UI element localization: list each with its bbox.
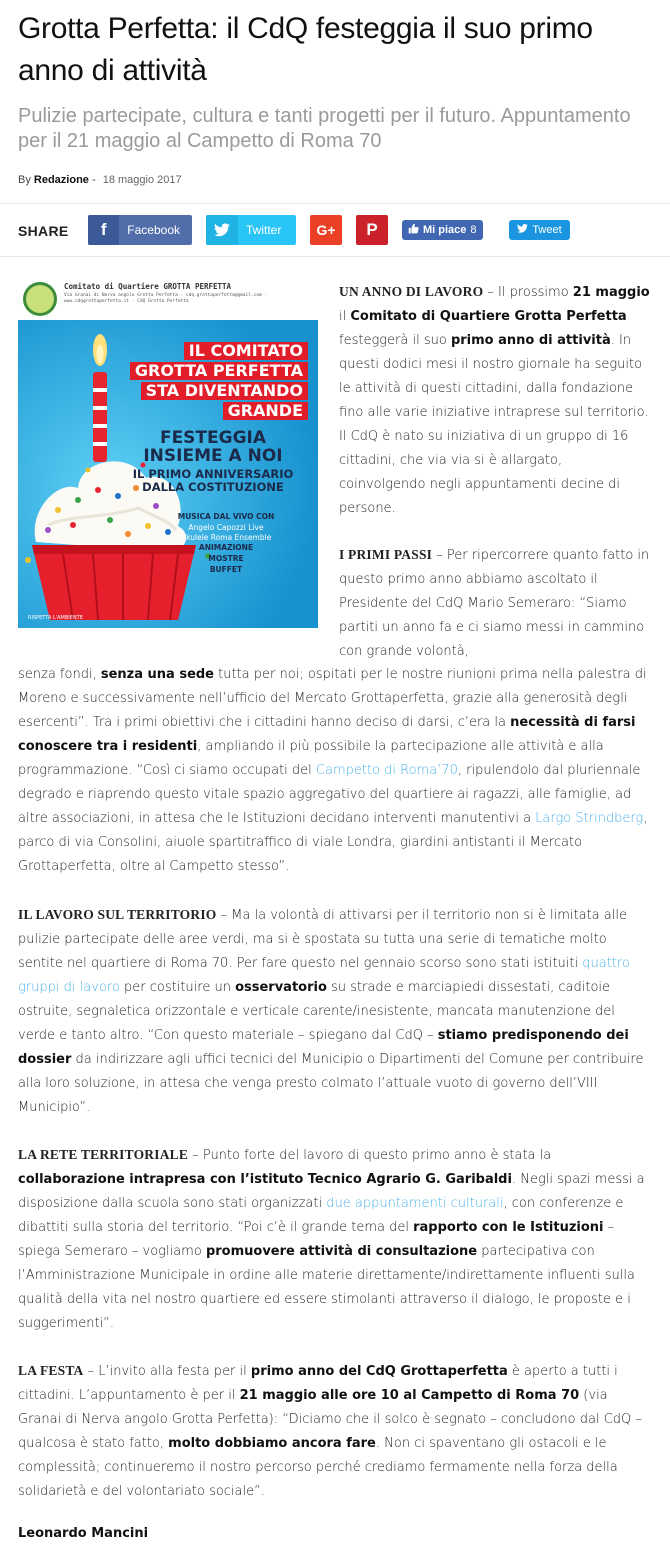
byline-separator: - <box>91 174 96 186</box>
section-heading: IL LAVORO SUL TERRITORIO <box>18 907 217 922</box>
poster-red-line-2: GROTTA PERFETTA <box>130 362 308 380</box>
twitter-label: Twitter <box>246 223 282 237</box>
section-rete-territoriale: LA RETE TERRITORIALE – Punto forte del lavoro di questo primo anno è stata la collaborazione intrapresa con l’istituto Tecnico Agrario G. Garibaldi. Negli spazi messi a disposizione dalla scuola sono stati organizzati due appuntamenti culturali, con conferenze e dibattiti sulla storia del territorio. “Poi c’è il grande tema del rapporto con le Istituzioni – spiega Semeraro – vogliamo promuovere attività di consultazione partecipativa con l’Amministrazione Municipale in ordine alle materie direttamente/indirettamente influenti sulla qualità della vita nel nostro quartiere ed essere stimolanti attraverso il dialogo, le proposte e i suggerimenti”. <box>18 1147 645 1331</box>
publish-date: 18 maggio 2017 <box>102 174 182 186</box>
article-subtitle: Pulizie partecipate, cultura e tanti progetti per il futuro. Appuntamento per il 21 maggio al Campetto di Roma 70 <box>18 105 631 152</box>
poster-navy-line-2: INSIEME A NOI <box>143 446 283 466</box>
facebook-icon: f <box>88 215 119 245</box>
poster-extra-3: BUFFET <box>209 565 243 574</box>
poster-navy-line-1: FESTEGGIA <box>159 428 267 448</box>
poster-address: Via Granai di Nerva angolo Grotta Perfetta · cdq.grottaperfetta@gmail.com · www.cdqgrottaperfetta.it · CdQ Grotta Perfetta <box>64 293 268 304</box>
poster-org-name: Comitato di Quartiere GROTTA PERFETTA <box>64 282 232 291</box>
poster-red-line-3: STA DIVENTANDO <box>141 382 308 400</box>
poster-extra-2: MOSTRE <box>208 554 244 563</box>
facebook-share-button[interactable] <box>88 215 192 245</box>
poster-navy-small-1: IL PRIMO ANNIVERSARIO <box>132 467 294 481</box>
poster-red-line-1: IL COMITATO <box>184 342 308 360</box>
link-campetto-roma70[interactable]: Campetto di Roma’70 <box>315 763 458 778</box>
section-heading: I PRIMI PASSI <box>339 547 433 562</box>
poster-music-title: MUSICA DAL VIVO CON <box>177 512 275 521</box>
event-poster-image[interactable] <box>18 278 318 628</box>
like-label: Mi piace <box>423 224 467 236</box>
link-largo-strindberg[interactable]: Largo Strindberg <box>535 811 644 826</box>
section-heading: LA FESTA <box>18 1363 84 1378</box>
facebook-label: Facebook <box>127 223 180 237</box>
poster-navy-small-2: DALLA COSTITUZIONE <box>142 480 284 494</box>
tweet-label: Tweet <box>532 224 562 236</box>
twitter-share-button[interactable] <box>206 215 296 245</box>
link-gruppi-di-lavoro[interactable]: quattro gruppi di lavoro <box>18 956 630 995</box>
section-primi-passi-top: I PRIMI PASSI – Per ripercorrere quanto fatto in questo primo anno abbiamo ascoltato il Presidente del CdQ Mario Semeraro: “Siamo partiti un anno fa e ci siamo messi in cammino con grande volontà, <box>339 547 650 659</box>
poster-red-line-4: GRANDE <box>223 402 308 420</box>
article-title: Grotta Perfetta: il CdQ festeggia il suo primo anno di attività <box>18 12 593 87</box>
poster-music-line-1: Angelo Capozzi Live <box>188 523 264 532</box>
section-la-festa: LA FESTA – L’invito alla festa per il primo anno del CdQ Grottaperfetta è aperto a tutti i cittadini. L’appuntamento è per il 21 maggio alle ore 10 al Campetto di Roma 70 (via Granai di Nerva angolo Grotta Perfetta): “Diciamo che il solco è segnato – concludono dal CdQ – qualcosa è stato fatto, molto dobbiamo ancora fare. Non ci spaventano gli ostacoli e le complessità; continueremo il nostro percorso perché crediamo fermamente nella forza della solidarietà e del volontariato sociale”. <box>18 1363 642 1499</box>
section-primi-passi: senza fondi, senza una sede tutta per noi; ospitati per le nostre riunioni prima nella palestra di Moreno e successivamente nell’ufficio del Mercato Grottaperfetta, grazie alla generosità degli esercenti”. Tra i primi obiettivi che i cittadini hanno deciso di darsi, c’era la necessità di farsi conoscere tra i residenti, ampliando il più possibile la partecipazione alle attività e alla programmazione. “Così ci siamo occupati del Campetto di Roma’70, ripulendolo dal pluriennale degrado e riaprendo questo vitale spazio aggregativo del quartiere ai ragazzi, alle famiglie, ad altre associazioni, in attesa che le Istituzioni decidano interventi manutentivi a Largo Strindberg, parco di via Consolini, aiuole spartitraffico di viale Londra, giardini antistanti il Mercato Grottaperfetta, oltre al Campetto stesso”. <box>18 667 648 874</box>
twitter-small-icon <box>517 224 528 236</box>
byline-prefix: By <box>18 174 31 186</box>
poster-header <box>18 278 318 320</box>
tweet-button[interactable] <box>509 220 570 240</box>
section-heading: UN ANNO DI LAVORO <box>339 284 484 299</box>
googleplus-share-button[interactable]: G+ <box>310 215 342 245</box>
share-label: SHARE <box>18 223 69 239</box>
poster-music-line-2: Ukulele Roma Ensemble <box>180 533 272 542</box>
poster-footer: RISPETTA L'AMBIENTE <box>28 615 83 621</box>
poster-extra-1: ANIMAZIONE <box>198 543 254 552</box>
author-link[interactable]: Redazione <box>33 174 89 186</box>
link-appuntamenti-culturali[interactable]: due appuntamenti culturali <box>326 1196 504 1211</box>
section-heading: LA RETE TERRITORIALE <box>18 1147 189 1162</box>
article-signature: Leonardo Mancini <box>18 1526 149 1541</box>
thumbs-up-icon <box>408 223 419 237</box>
byline <box>18 174 182 186</box>
like-count: 8 <box>470 224 477 236</box>
section-lavoro-territorio: IL LAVORO SUL TERRITORIO – Ma la volontà di attivarsi per il territorio non si è limitata alle pulizie partecipate delle aree verdi, ma si è spostata su tutta una serie di tematiche molto sentite nel quartiere di Roma 70. Per fare questo nel gennaio scorso sono stati istituiti quattro gruppi di lavoro per costituire un osservatorio su strade e marciapiedi dissestati, caditoie ostruite, segnaletica orizzontale e verticale carente/inesistente, mancata manutenzione del verde e tanto altro. “Con questo materiale – spiegano dal CdQ – stiamo predisponendo dei dossier da indirizzare agli uffici tecnici del Municipio o Dipartimenti del Comune per contribuire alla loro soluzione, in attesa che venga presto colmato l’attuale vuoto di governo dell’VIII Municipio”. <box>18 907 644 1115</box>
pinterest-share-button[interactable]: P <box>356 215 388 245</box>
cdq-logo <box>23 282 57 316</box>
twitter-bird-icon <box>206 215 238 245</box>
facebook-like-button[interactable] <box>402 220 483 240</box>
section-anno-di-lavoro: UN ANNO DI LAVORO – Il prossimo 21 maggio il Comitato di Quartiere Grotta Perfetta festeggerà il suo primo anno di attività. In questi dodici mesi il nostro giornale ha seguito le attività di questi cittadini, dalla fondazione fino alle varie iniziative intraprese sul territorio. Il CdQ è nato su iniziativa di un gruppo di 16 cittadini, che via via si è allargato, coinvolgendo negli appuntamenti decine di persone. <box>339 284 650 516</box>
